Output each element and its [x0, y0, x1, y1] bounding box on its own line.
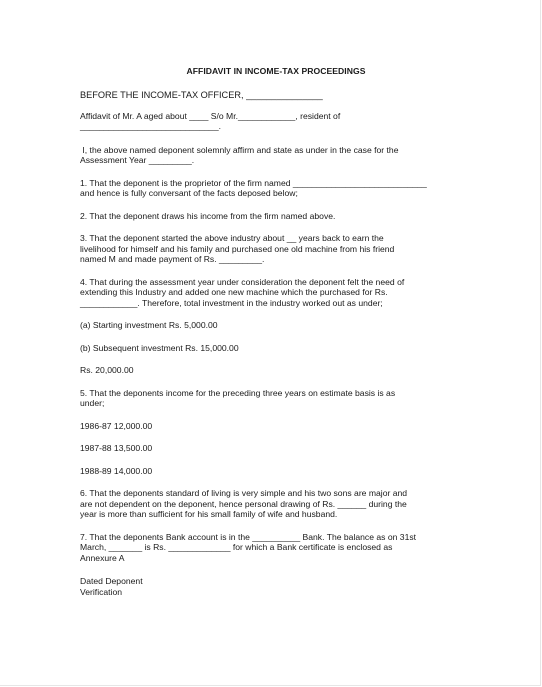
affidavit-document — [80, 66, 472, 597]
total-investment: Rs. 20,000.00 — [80, 365, 134, 375]
income-row: 1987-88 13,500.00 — [80, 443, 153, 453]
income-row: 1986-87 12,000.00 — [80, 420, 153, 431]
paragraph-4: 4. That during the assessment year under consideration the deponent felt the need of extending this Industry and added one new machine which the purchased for Rs. ____________. Therefore, total investment in the industry worked out as under; — [80, 276, 405, 308]
paragraph-2: 2. That the deponent draws his income from the firm named above. — [80, 210, 336, 221]
income-row: 1988-89 14,000.00 — [80, 465, 153, 476]
affidavit-intro: Affidavit of Mr. A aged about ____ S/o Mr.____________, resident of _____________________________. — [80, 110, 341, 131]
document-title: AFFIDAVIT IN INCOME-TAX PROCEEDINGS — [186, 66, 366, 76]
starting-investment: (a) Starting investment Rs. 5,000.00 — [80, 320, 218, 330]
closing-block: Dated Deponent Verification — [80, 576, 143, 597]
subsequent-investment: (b) Subsequent investment Rs. 15,000.00 — [80, 342, 239, 353]
paragraph-3: 3. That the deponent started the above industry about __ years back to earn the livelihood for himself and his family and purchased one old machine from his friend named M and made payment of Rs. _________. — [80, 233, 395, 264]
paragraph-7: 7. That the deponents Bank account is in the __________ Bank. The balance as on 31st March, _______ is Rs. _____________ for which a Bank certificate is enclosed as Annexure A — [80, 531, 417, 563]
paragraph-5: 5. That the deponents income for the preceding three years on estimate basis is as under; — [80, 387, 396, 408]
paragraph-6: 6. That the deponents standard of living is very simple and his two sons are major and are not dependent on the deponent, hence personal drawing of Rs. ______ during the year is more than sufficient for his small family of wife and husband. — [80, 488, 408, 519]
oath-paragraph: I, the above named deponent solemnly affirm and state as under in the case for the Assessment Year _________. — [80, 144, 399, 165]
paragraph-1: 1. That the deponent is the proprietor of the firm named ____________________________ and hence is fully conversant of the facts deposed below; — [80, 177, 427, 198]
before-officer-line: BEFORE THE INCOME-TAX OFFICER, _______________ — [80, 90, 323, 100]
